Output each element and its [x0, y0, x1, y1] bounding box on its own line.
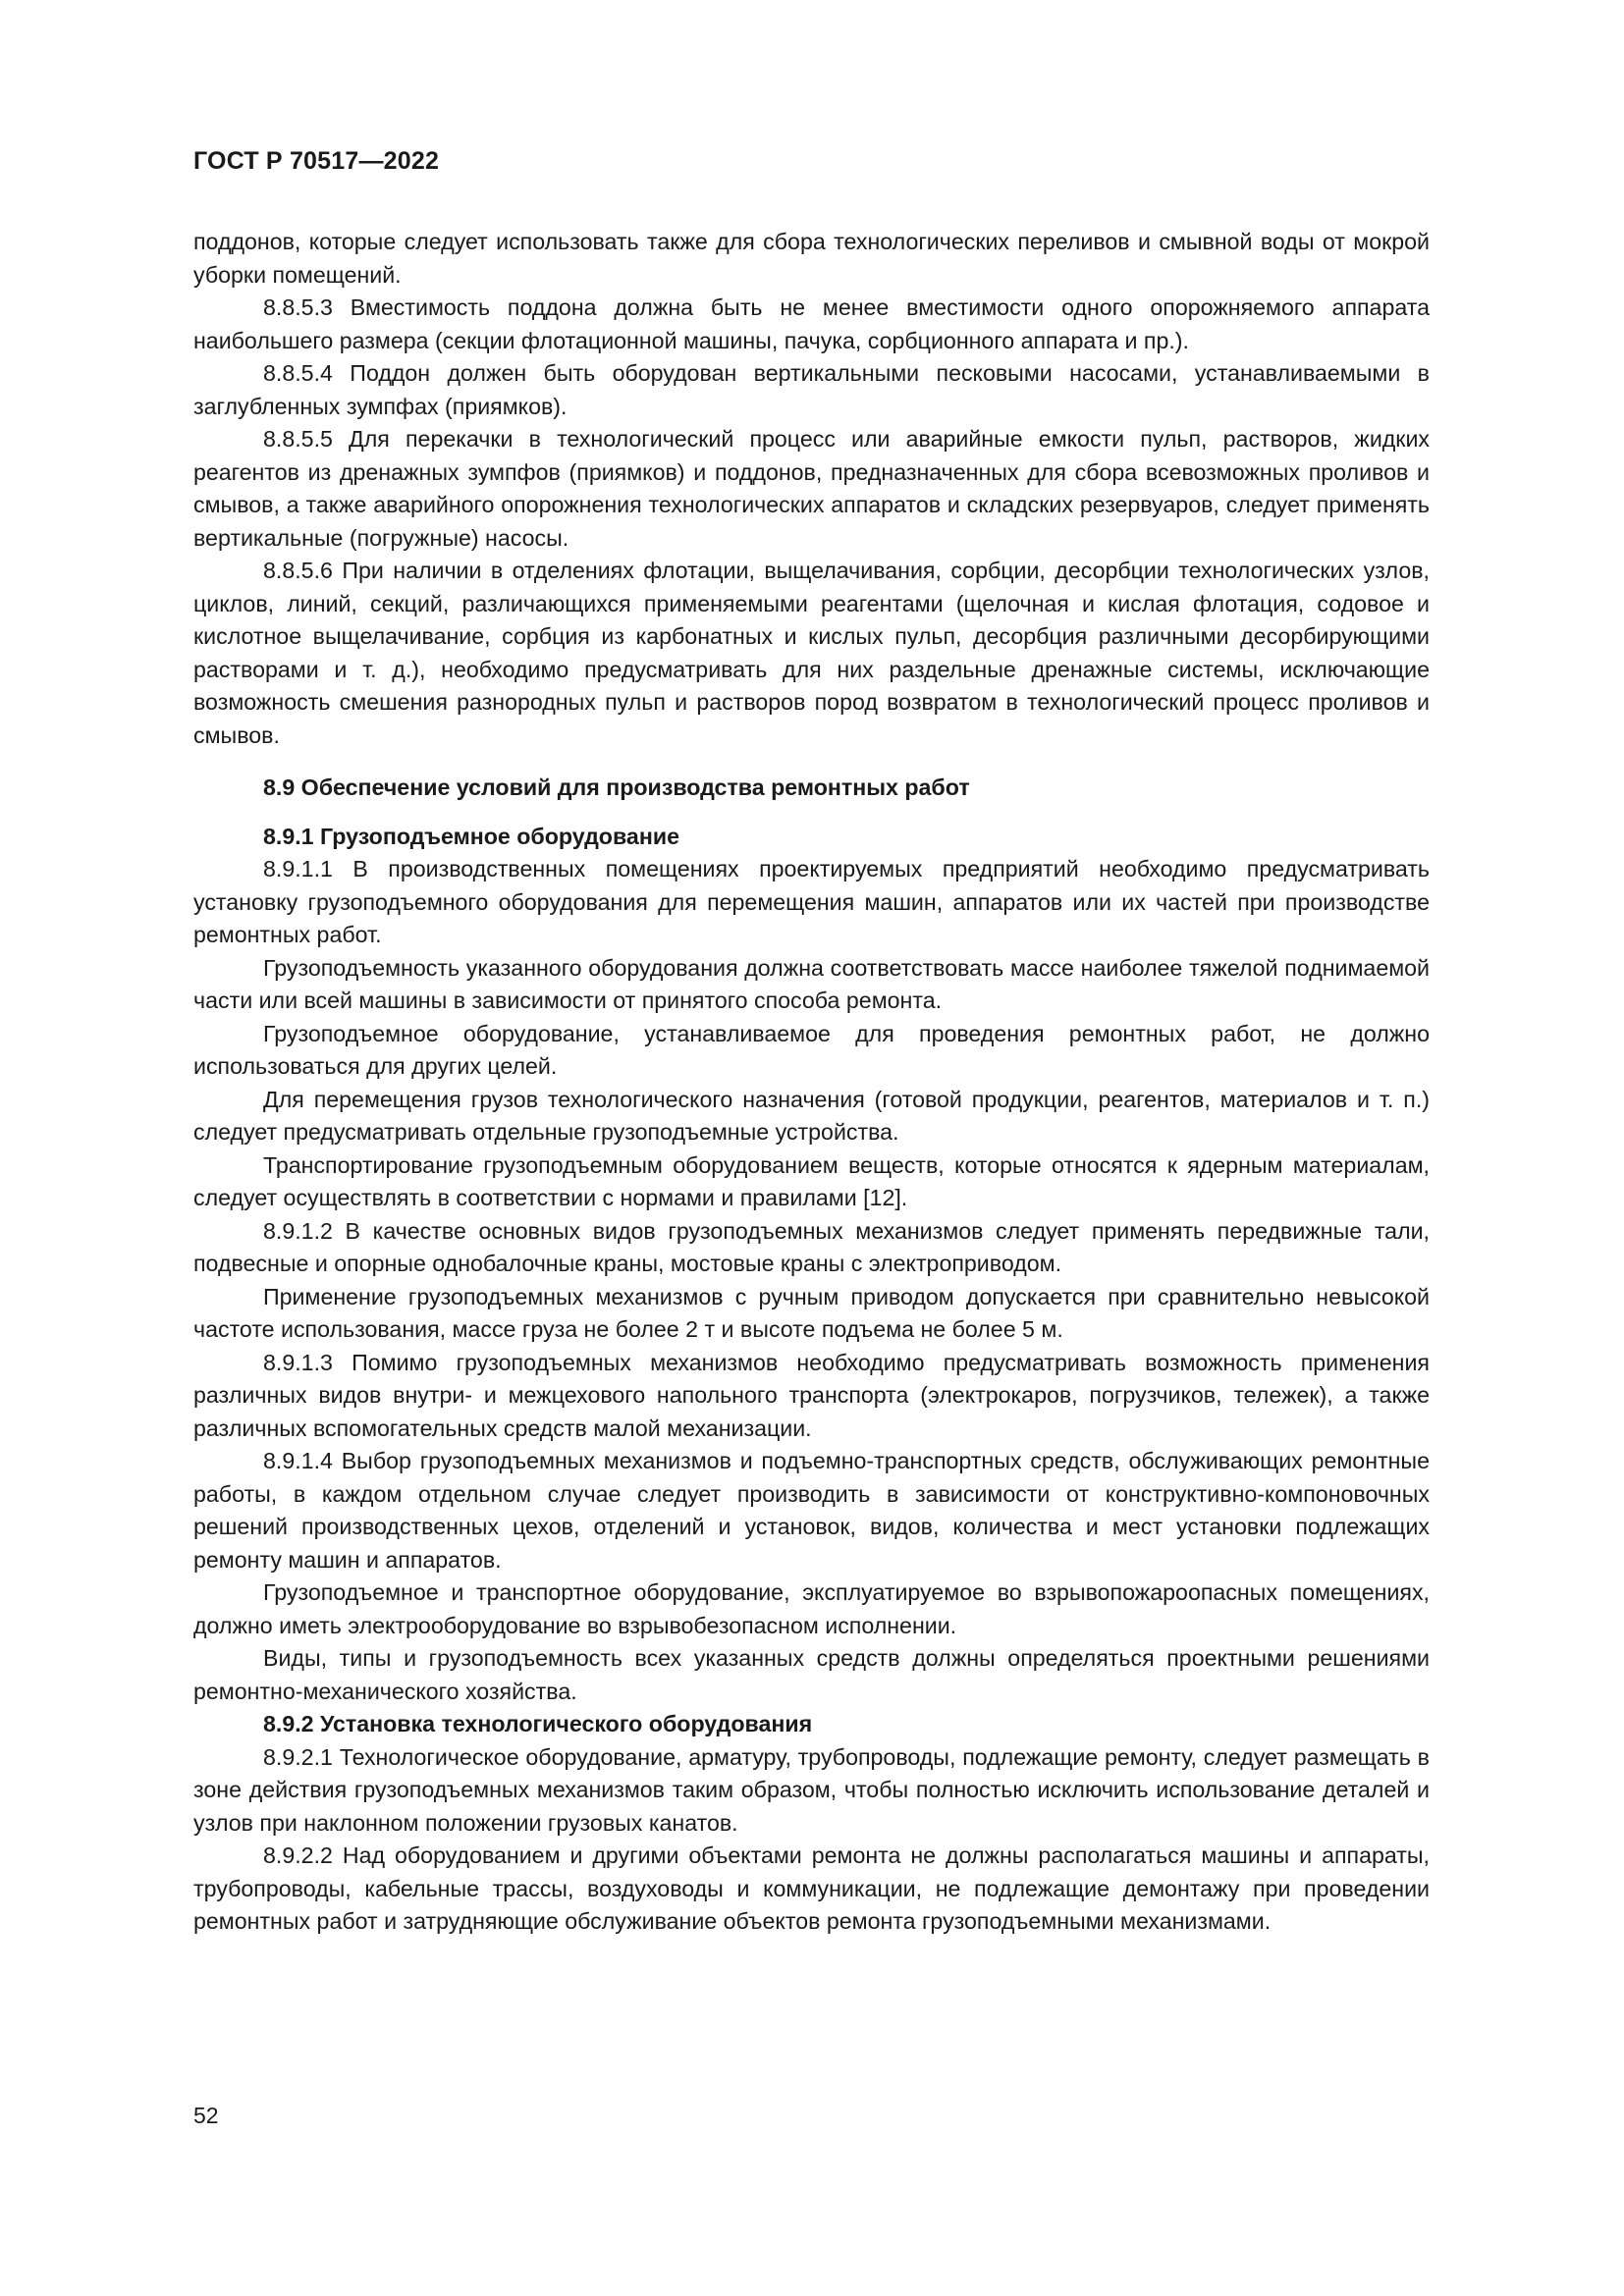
clause-8-8-5-5: 8.8.5.5 Для перекачки в технологический процесс или аварийные емкости пульп, растворов, жидких реагентов из дренажных зумпфов (приямков) и поддонов, предназначенных для сбора всевозможных проливов и смывов, а также аварийного опорожнения технологических аппаратов и складских резервуаров, следует применять вертикальные (погружные) насосы. — [193, 426, 1430, 551]
paragraph-nuclear-materials: Транспортирование грузоподъемным оборудованием веществ, которые относятся к ядерным материалам, следует осуществлять в соответствии с нормами и правилами [12]. — [193, 1151, 1430, 1210]
subsection-heading-8-9-1: 8.9.1 Грузоподъемное оборудование — [263, 823, 679, 849]
clause-8-9-1-3: 8.9.1.3 Помимо грузоподъемных механизмов необходимо предусматривать возможность применения различных видов внутри- и межцехового напольного транспорта (электрокаров, погрузчиков, тележек), а также различных вспомогательных средств малой механизации. — [193, 1349, 1430, 1441]
paragraph-explosion-proof: Грузоподъемное и транспортное оборудование, эксплуатируемое во взрывопожароопасных помещениях, должно иметь электрооборудование во взрывобезопасном исполнении. — [193, 1579, 1430, 1638]
paragraph-continuation: поддонов, которые следует использовать также для сбора технологических переливов и смывной воды от мокрой уборки помещений. — [193, 229, 1430, 288]
paragraph-types: Виды, типы и грузоподъемность всех указанных средств должны определяться проектными решениями ремонтно-механического хозяйства. — [193, 1645, 1430, 1704]
clause-8-9-1-4: 8.9.1.4 Выбор грузоподъемных механизмов и подъемно-транспортных средств, обслуживающих ремонтные работы, в каждом отдельном случае следует производить в зависимости от конструктивно-компоновочных решений производственных цехов, отделений и установок, видов, количества и мест установки подлежащих ремонту машин и аппаратов. — [193, 1448, 1430, 1573]
clause-8-8-5-4: 8.8.5.4 Поддон должен быть оборудован вертикальными песковыми насосами, устанавливаемыми в заглубленных зумпфах (приямков). — [193, 360, 1430, 419]
paragraph-capacity: Грузоподъемность указанного оборудования должна соответствовать массе наиболее тяжелой поднимаемой части или всей машины в зависимости от принятого способа ремонта. — [193, 954, 1430, 1013]
clause-8-9-1-1: 8.9.1.1 В производственных помещениях проектируемых предприятий необходимо предусматривать установку грузоподъемного оборудования для перемещения машин, аппаратов или их частей при производстве ремонтных работ. — [193, 856, 1430, 947]
clause-8-9-2-2: 8.9.2.2 Над оборудованием и другими объектами ремонта не должны располагаться машины и аппараты, трубопроводы, кабельные трассы, воздуховоды и коммуникации, не подлежащие демонтажу при проведении ремонтных работ и затрудняющие обслуживание объектов ремонта грузоподъемными механизмами. — [193, 1842, 1430, 1934]
section-heading-8-9: 8.9 Обеспечение условий для производства ремонтных работ — [263, 774, 970, 800]
standard-id-header: ГОСТ Р 70517—2022 — [193, 147, 440, 175]
document-body — [193, 226, 1430, 1939]
paragraph-not-other-use: Грузоподъемное оборудование, устанавливаемое для проведения ремонтных работ, не должно использоваться для других целей. — [193, 1020, 1430, 1079]
clause-8-9-1-2: 8.9.1.2 В качестве основных видов грузоподъемных механизмов следует применять передвижные тали, подвесные и опорные однобалочные краны, мостовые краны с электроприводом. — [193, 1217, 1430, 1276]
page-number: 52 — [193, 2103, 219, 2128]
clause-8-8-5-6: 8.8.5.6 При наличии в отделениях флотации, выщелачивания, сорбции, десорбции технологических узлов, циклов, линий, секций, различающихся применяемыми реагентами (щелочная и кислая флотация, содовое и кислотное выщелачивание, сорбция из карбонатных и кислых пульп, десорбция различными десорбирующими растворами и т. д.), необходимо предусматривать для них раздельные дренажные системы, исключающие возможность смешения разнородных пульп и растворов пород возвратом в технологический процесс проливов и смывов. — [193, 558, 1430, 748]
subsection-heading-8-9-2: 8.9.2 Установка технологического оборудования — [263, 1711, 813, 1736]
paragraph-separate-devices: Для перемещения грузов технологического назначения (готовой продукции, реагентов, материалов и т. п.) следует предусматривать отдельные грузоподъемные устройства. — [193, 1086, 1430, 1145]
clause-8-9-2-1: 8.9.2.1 Технологическое оборудование, арматуру, трубопроводы, подлежащие ремонту, следует размещать в зоне действия грузоподъемных механизмов таким образом, чтобы полностью исключить использование деталей и узлов при наклонном положении грузовых канатов. — [193, 1743, 1430, 1836]
clause-8-8-5-3: 8.8.5.3 Вместимость поддона должна быть не менее вместимости одного опорожняемого аппарата наибольшего размера (секции флотационной машины, пачука, сорбционного аппарата и пр.). — [193, 294, 1430, 353]
paragraph-manual-drive: Применение грузоподъемных механизмов с ручным приводом допускается при сравнительно невысокой частоте использования, массе груза не более 2 т и высоте подъема не более 5 м. — [193, 1283, 1430, 1342]
